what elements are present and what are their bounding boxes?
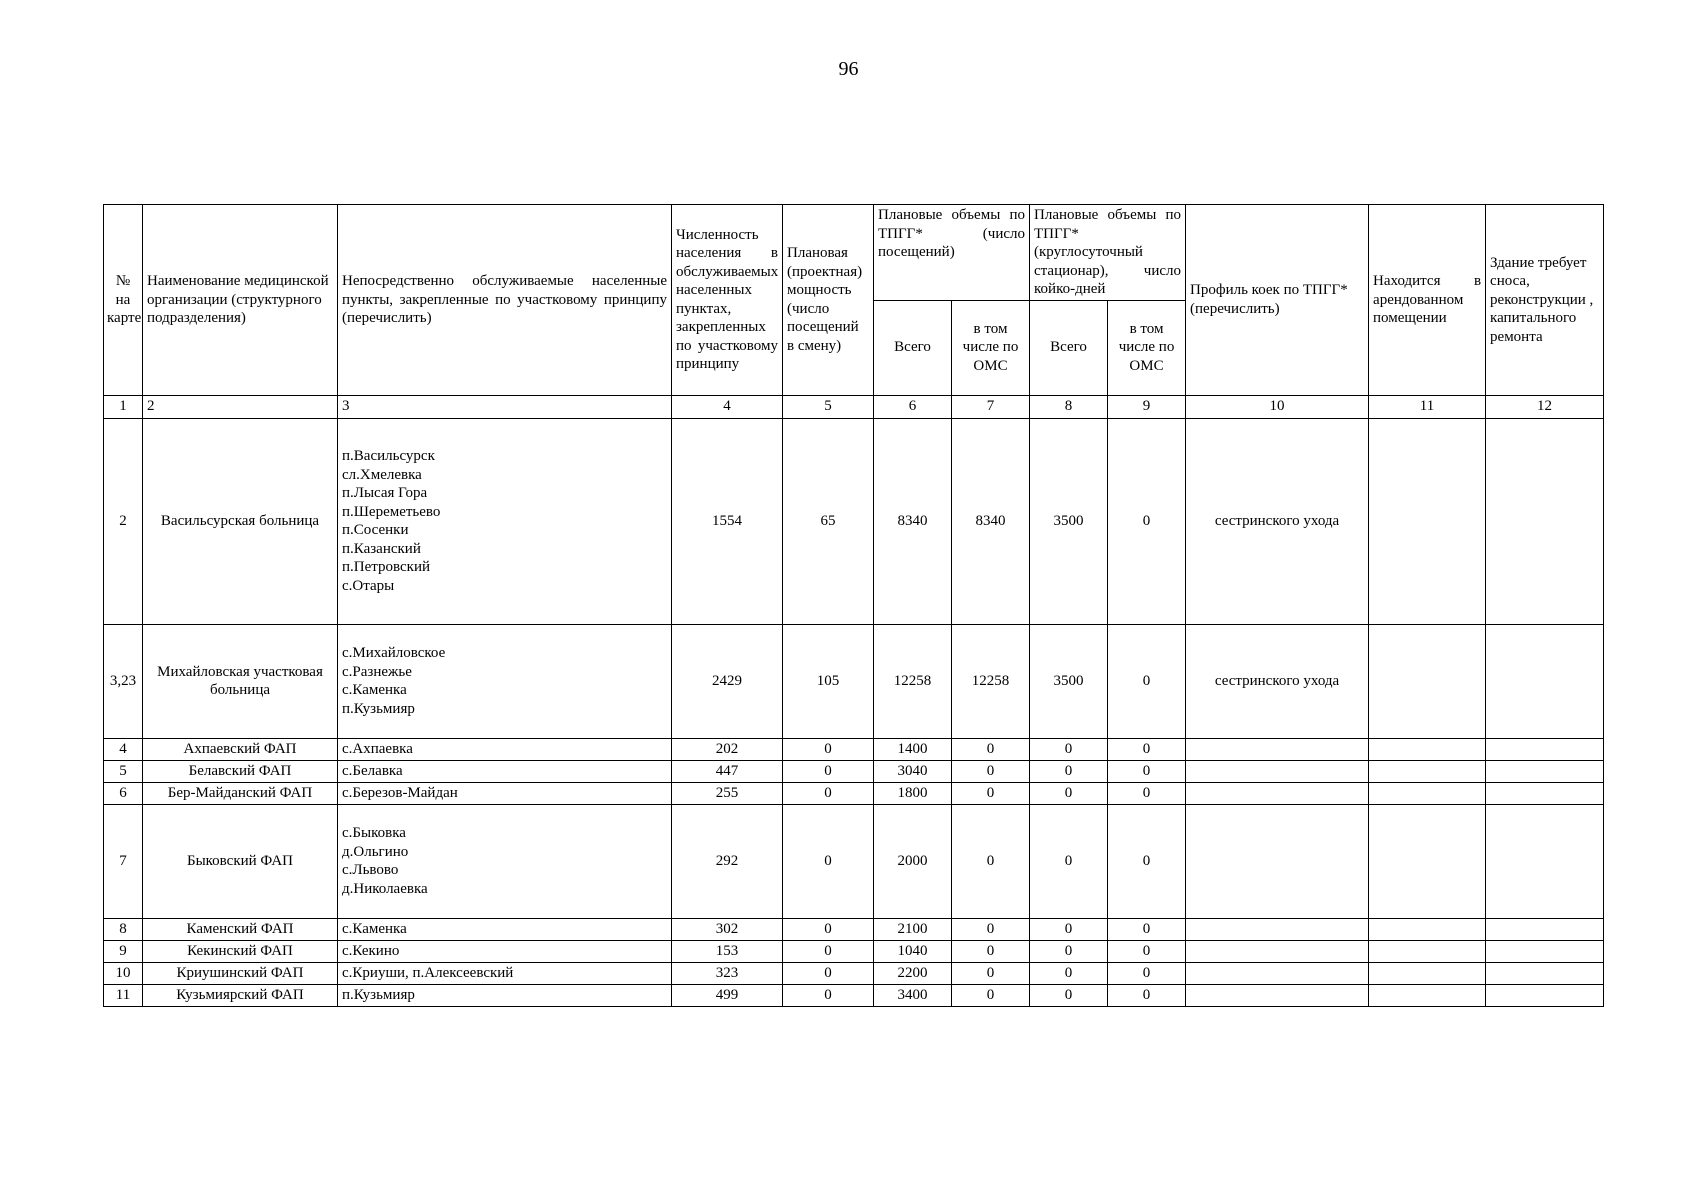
settlement-item: с.Белавка: [342, 762, 403, 779]
column-number: 1: [104, 395, 143, 418]
cell-bed-profile: [1186, 940, 1369, 962]
cell-beddays-total: 0: [1030, 782, 1108, 804]
column-number: 5: [783, 395, 874, 418]
cell-settlements: [338, 624, 672, 738]
cell-visits-total: 2000: [874, 804, 952, 918]
column-number: 9: [1108, 395, 1186, 418]
cell-map-number: 8: [104, 918, 143, 940]
settlement-item: с.Львово: [342, 862, 399, 878]
settlement-item: с.Михайловское: [342, 645, 446, 661]
facilities-table: [103, 204, 1604, 1007]
cell-rented: [1369, 804, 1486, 918]
cell-bed-profile: [1186, 738, 1369, 760]
cell-settlements: [338, 738, 672, 760]
cell-bed-profile: [1186, 804, 1369, 918]
cell-bed-profile: [1186, 782, 1369, 804]
cell-visits-total: 12258: [874, 624, 952, 738]
cell-population: 153: [672, 940, 783, 962]
settlement-item: п.Шереметьево: [342, 503, 441, 520]
cell-rented: [1369, 738, 1486, 760]
cell-beddays-oms: 0: [1108, 962, 1186, 984]
cell-organization-name: Криушинский ФАП: [143, 962, 338, 984]
cell-capacity: 0: [783, 782, 874, 804]
cell-organization-name: Кузьмиярский ФАП: [143, 984, 338, 1006]
cell-population: 1554: [672, 418, 783, 624]
cell-beddays-total: 0: [1030, 984, 1108, 1006]
settlement-item: п.Казанский: [342, 540, 421, 557]
header-rented: Находится в арендованном помещении: [1369, 205, 1486, 396]
header-beddays-total: Всего: [1030, 300, 1108, 395]
header-planned-beddays: Плановые объемы по ТПГГ* (круглосуточный стационар), число койко-дней: [1030, 205, 1186, 301]
settlement-item: п.Васильсурск: [342, 448, 435, 464]
header-visits-oms: в том числе по ОМС: [952, 300, 1030, 395]
settlement-item: с.Разнежье: [342, 663, 412, 680]
cell-repair: [1486, 940, 1604, 962]
cell-population: 447: [672, 760, 783, 782]
cell-population: 2429: [672, 624, 783, 738]
cell-rented: [1369, 624, 1486, 738]
header-population: Численность населения в обслуживаемых населенных пунктах, закрепленных по участковому принципу: [672, 205, 783, 396]
column-number: 11: [1369, 395, 1486, 418]
column-number-row: [104, 395, 1604, 418]
cell-beddays-total: 0: [1030, 962, 1108, 984]
cell-visits-oms: 0: [952, 738, 1030, 760]
cell-visits-oms: 0: [952, 962, 1030, 984]
cell-visits-total: 1800: [874, 782, 952, 804]
settlement-item: п.Сосенки: [342, 522, 409, 538]
cell-beddays-oms: 0: [1108, 804, 1186, 918]
cell-map-number: 6: [104, 782, 143, 804]
column-number: 2: [143, 395, 338, 418]
cell-capacity: 0: [783, 738, 874, 760]
cell-map-number: 5: [104, 760, 143, 782]
settlement-item: п.Кузьмияр: [342, 986, 415, 1003]
cell-beddays-total: 3500: [1030, 418, 1108, 624]
cell-map-number: 7: [104, 804, 143, 918]
cell-organization-name: Быковский ФАП: [143, 804, 338, 918]
cell-population: 255: [672, 782, 783, 804]
cell-visits-total: 2200: [874, 962, 952, 984]
cell-beddays-oms: 0: [1108, 782, 1186, 804]
cell-organization-name: Михайловская участковая больница: [143, 624, 338, 738]
cell-visits-total: 2100: [874, 918, 952, 940]
table-row: [104, 984, 1604, 1006]
cell-organization-name: Васильсурская больница: [143, 418, 338, 624]
settlement-item: п.Лысая Гора: [342, 485, 428, 501]
cell-rented: [1369, 984, 1486, 1006]
cell-population: 302: [672, 918, 783, 940]
table-row: [104, 738, 1604, 760]
cell-population: 292: [672, 804, 783, 918]
cell-repair: [1486, 782, 1604, 804]
settlement-item: с.Криуши, п.Алексеевский: [342, 964, 514, 981]
cell-visits-total: 8340: [874, 418, 952, 624]
settlement-item: с.Отары: [342, 577, 395, 594]
header-repair: Здание требует сноса, реконструкции , капитального ремонта: [1486, 205, 1604, 396]
header-bed-profile: Профиль коек по ТПГГ* (перечислить): [1186, 205, 1369, 396]
cell-repair: [1486, 984, 1604, 1006]
cell-settlements: [338, 760, 672, 782]
column-number: 6: [874, 395, 952, 418]
settlement-item: сл.Хмелевка: [342, 466, 422, 483]
cell-map-number: 11: [104, 984, 143, 1006]
cell-repair: [1486, 760, 1604, 782]
cell-settlements: [338, 962, 672, 984]
cell-map-number: 4: [104, 738, 143, 760]
cell-repair: [1486, 918, 1604, 940]
cell-rented: [1369, 962, 1486, 984]
cell-settlements: [338, 782, 672, 804]
cell-rented: [1369, 760, 1486, 782]
cell-visits-total: 1400: [874, 738, 952, 760]
cell-beddays-total: 0: [1030, 760, 1108, 782]
column-number: 3: [338, 395, 672, 418]
header-capacity: Плановая (проектная) мощность (число посещений в смену): [783, 205, 874, 396]
header-planned-visits: Плановые объемы по ТПГГ* (число посещений): [874, 205, 1030, 301]
settlement-item: д.Николаевка: [342, 880, 428, 897]
cell-capacity: 0: [783, 940, 874, 962]
header-beddays-oms: в том числе по ОМС: [1108, 300, 1186, 395]
cell-settlements: [338, 984, 672, 1006]
header-visits-total: Всего: [874, 300, 952, 395]
column-number: 10: [1186, 395, 1369, 418]
column-number: 12: [1486, 395, 1604, 418]
cell-visits-oms: 0: [952, 940, 1030, 962]
cell-population: 202: [672, 738, 783, 760]
cell-rented: [1369, 418, 1486, 624]
column-number: 7: [952, 395, 1030, 418]
cell-visits-total: 3400: [874, 984, 952, 1006]
cell-visits-total: 1040: [874, 940, 952, 962]
cell-capacity: 105: [783, 624, 874, 738]
cell-rented: [1369, 918, 1486, 940]
settlement-item: д.Ольгино: [342, 843, 409, 860]
cell-visits-total: 3040: [874, 760, 952, 782]
cell-bed-profile: [1186, 760, 1369, 782]
cell-visits-oms: 8340: [952, 418, 1030, 624]
cell-visits-oms: 0: [952, 984, 1030, 1006]
cell-visits-oms: 0: [952, 760, 1030, 782]
cell-bed-profile: [1186, 962, 1369, 984]
cell-beddays-oms: 0: [1108, 760, 1186, 782]
table-row: [104, 940, 1604, 962]
header-map-number: № на карте: [104, 205, 143, 396]
cell-organization-name: Белавский ФАП: [143, 760, 338, 782]
table-row: [104, 804, 1604, 918]
cell-capacity: 0: [783, 962, 874, 984]
cell-map-number: 2: [104, 418, 143, 624]
cell-rented: [1369, 940, 1486, 962]
page-number: 96: [838, 58, 859, 80]
settlement-item: с.Березов-Майдан: [342, 784, 458, 801]
settlement-item: с.Кекино: [342, 942, 400, 959]
header-settlements: Непосредственно обслуживаемые населенные пункты, закрепленные по участковому принципу (перечислить): [338, 205, 672, 396]
cell-beddays-oms: 0: [1108, 738, 1186, 760]
table-row: [104, 918, 1604, 940]
cell-repair: [1486, 962, 1604, 984]
cell-capacity: 0: [783, 804, 874, 918]
cell-beddays-oms: 0: [1108, 918, 1186, 940]
cell-capacity: 0: [783, 918, 874, 940]
cell-settlements: [338, 940, 672, 962]
cell-organization-name: Бер-Майданский ФАП: [143, 782, 338, 804]
cell-beddays-oms: 0: [1108, 418, 1186, 624]
column-number: 4: [672, 395, 783, 418]
cell-repair: [1486, 624, 1604, 738]
settlement-item: с.Быковка: [342, 825, 406, 841]
cell-population: 323: [672, 962, 783, 984]
cell-map-number: 3,23: [104, 624, 143, 738]
cell-capacity: 0: [783, 984, 874, 1006]
cell-map-number: 10: [104, 962, 143, 984]
cell-beddays-oms: 0: [1108, 940, 1186, 962]
header-organization: Наименование медицинской организации (структурного подразделения): [143, 205, 338, 396]
cell-beddays-total: 0: [1030, 738, 1108, 760]
cell-map-number: 9: [104, 940, 143, 962]
cell-bed-profile: сестринского ухода: [1186, 418, 1369, 624]
cell-beddays-total: 3500: [1030, 624, 1108, 738]
cell-visits-oms: 0: [952, 918, 1030, 940]
cell-population: 499: [672, 984, 783, 1006]
settlement-item: п.Кузьмияр: [342, 700, 415, 717]
settlement-item: п.Петровский: [342, 559, 431, 575]
cell-bed-profile: [1186, 918, 1369, 940]
column-number: 8: [1030, 395, 1108, 418]
table-row: [104, 760, 1604, 782]
cell-bed-profile: сестринского ухода: [1186, 624, 1369, 738]
cell-visits-oms: 0: [952, 782, 1030, 804]
cell-organization-name: Ахпаевский ФАП: [143, 738, 338, 760]
cell-settlements: [338, 804, 672, 918]
table-row: [104, 962, 1604, 984]
cell-beddays-total: 0: [1030, 918, 1108, 940]
table-row: [104, 418, 1604, 624]
table-row: [104, 782, 1604, 804]
cell-repair: [1486, 804, 1604, 918]
settlement-item: с.Каменка: [342, 682, 407, 698]
cell-rented: [1369, 782, 1486, 804]
cell-capacity: 65: [783, 418, 874, 624]
cell-beddays-oms: 0: [1108, 624, 1186, 738]
cell-beddays-oms: 0: [1108, 984, 1186, 1006]
cell-organization-name: Каменский ФАП: [143, 918, 338, 940]
table-row: [104, 624, 1604, 738]
cell-visits-oms: 0: [952, 804, 1030, 918]
cell-visits-oms: 12258: [952, 624, 1030, 738]
cell-beddays-total: 0: [1030, 940, 1108, 962]
cell-organization-name: Кекинский ФАП: [143, 940, 338, 962]
cell-repair: [1486, 418, 1604, 624]
settlement-item: с.Каменка: [342, 920, 407, 937]
cell-settlements: [338, 418, 672, 624]
cell-beddays-total: 0: [1030, 804, 1108, 918]
cell-repair: [1486, 738, 1604, 760]
header-row: [104, 205, 1604, 301]
settlement-item: с.Ахпаевка: [342, 740, 413, 757]
cell-capacity: 0: [783, 760, 874, 782]
cell-settlements: [338, 918, 672, 940]
cell-bed-profile: [1186, 984, 1369, 1006]
